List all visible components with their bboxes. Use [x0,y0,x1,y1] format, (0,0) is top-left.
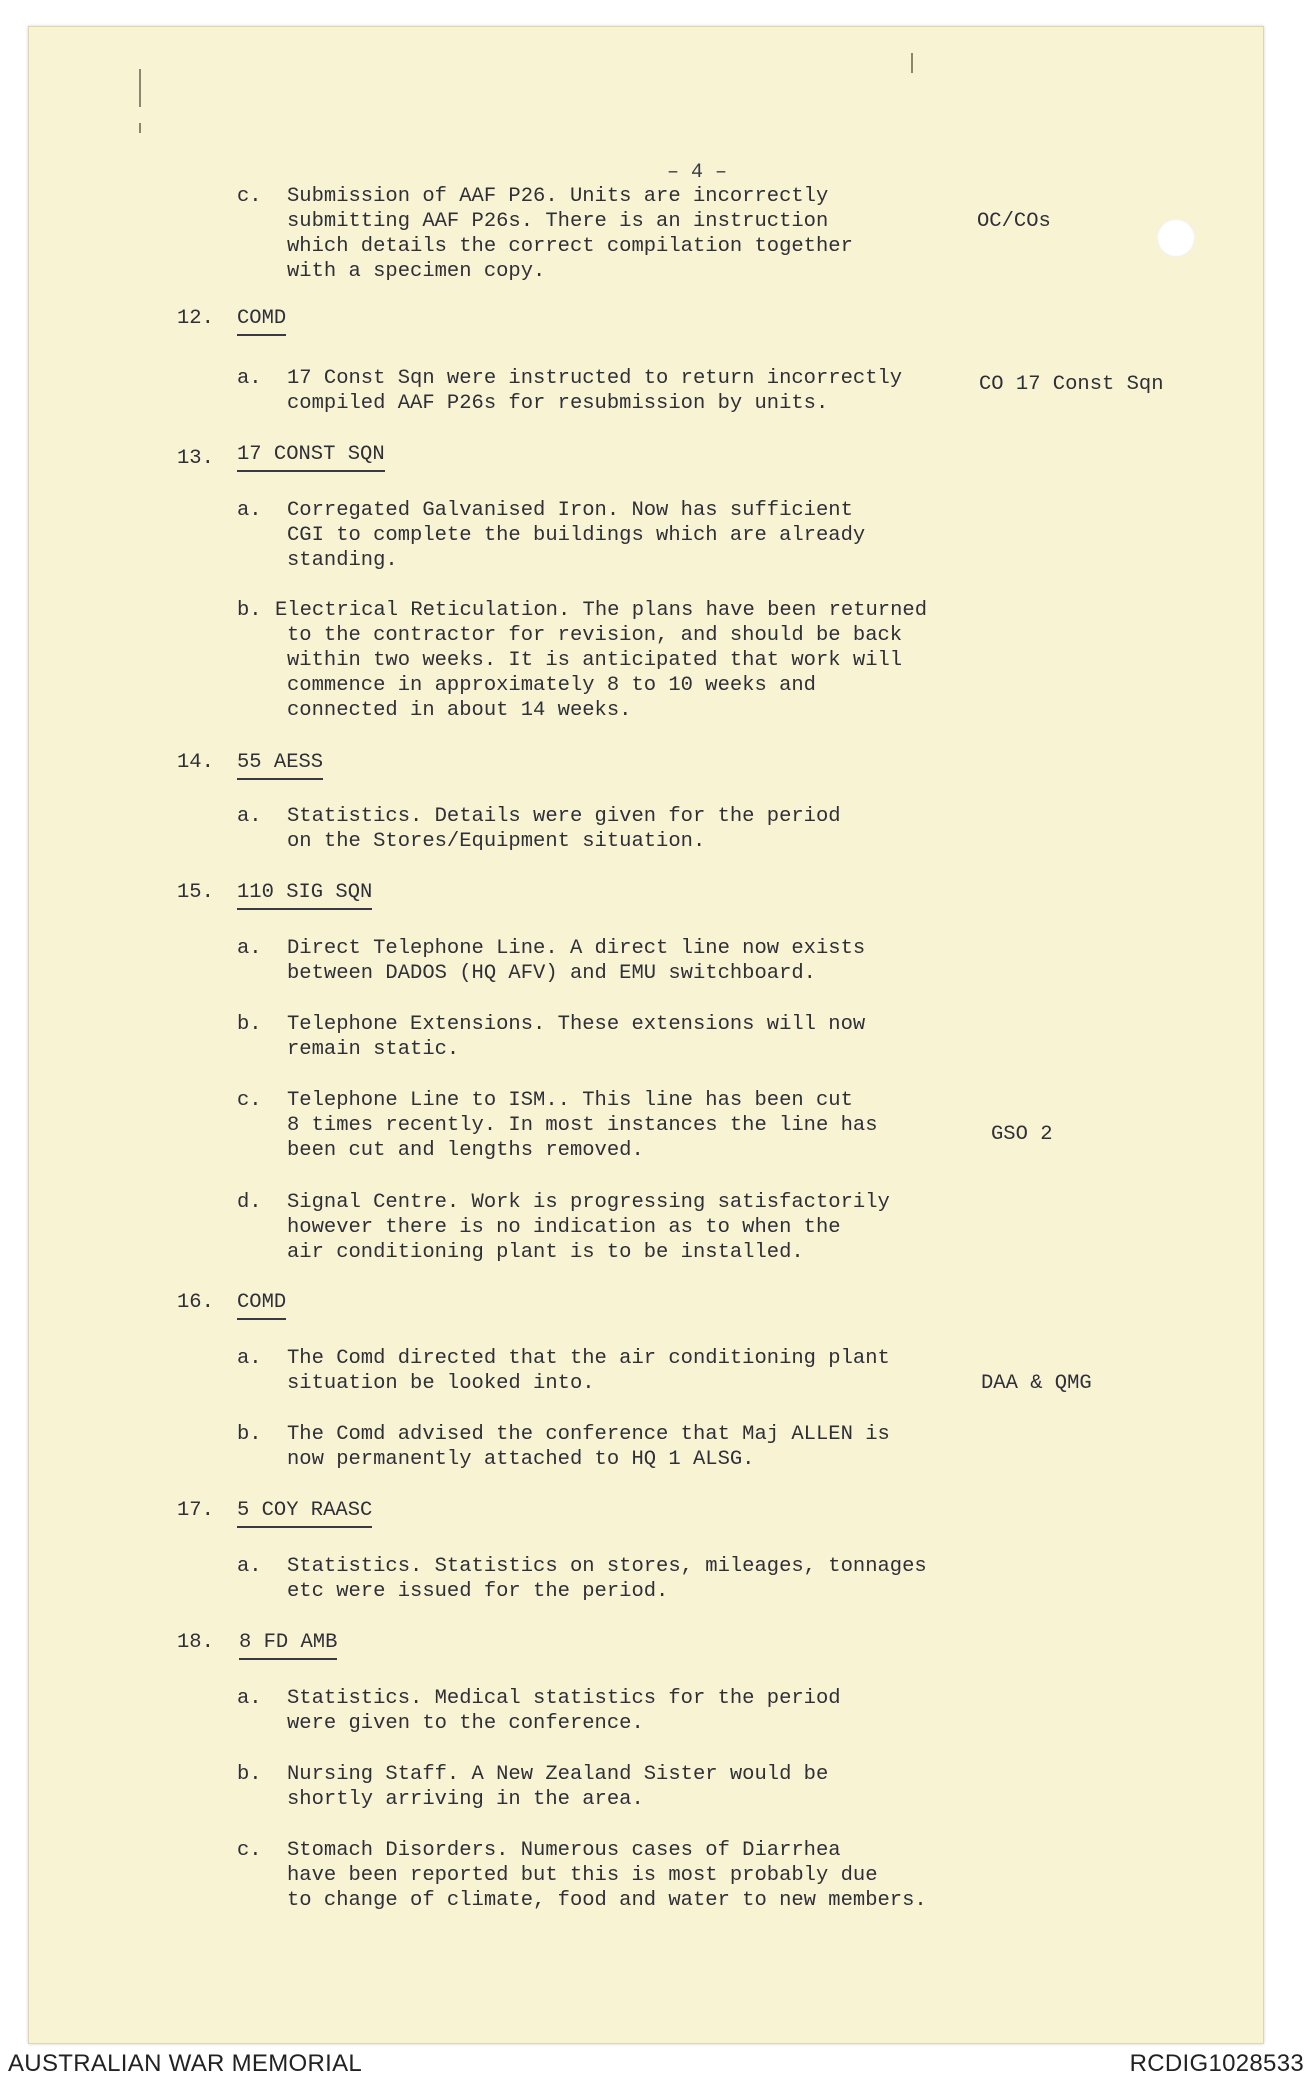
margin-mark [911,53,913,73]
item-letter: c. [237,185,262,208]
item-letter: a. [237,1347,262,1370]
section-number: 16. [177,1291,214,1314]
body-line: with a specimen copy. [287,260,546,283]
body-line: Nursing Staff. A New Zealand Sister would be [287,1763,829,1786]
section-number: 13. [177,447,214,470]
section-title: 5 COY RAASC [237,1499,372,1528]
body-line: etc were issued for the period. [287,1580,669,1603]
item-letter: a. [237,805,262,828]
body-line: to the contractor for revision, and should be back [287,624,903,647]
body-line: The Comd directed that the air conditioning plant [287,1347,890,1370]
body-line: The Comd advised the conference that Maj ALLEN is [287,1423,890,1446]
item-letter: d. [237,1191,262,1214]
footer-source: AUSTRALIAN WAR MEMORIAL [8,2050,363,2077]
body-line: Statistics. Medical statistics for the period [287,1687,841,1710]
body-line: now permanently attached to HQ 1 ALSG. [287,1448,755,1471]
section-number: 17. [177,1499,214,1522]
body-line: Submission of AAF P26. Units are incorrectly [287,185,829,208]
body-line: Electrical Reticulation. The plans have been returned [275,599,928,622]
item-letter: b. [237,1763,262,1786]
body-line: Signal Centre. Work is progressing satisfactorily [287,1191,890,1214]
page-number: – 4 – [667,161,728,184]
body-line: been cut and lengths removed. [287,1139,644,1162]
item-letter: b. [237,599,262,622]
item-letter: c. [237,1089,262,1112]
body-line: compiled AAF P26s for resubmission by units. [287,392,829,415]
item-letter: a. [237,937,262,960]
punch-hole [1157,219,1195,257]
body-line: shortly arriving in the area. [287,1788,644,1811]
item-letter: b. [237,1423,262,1446]
action-by: DAA & QMG [981,1372,1092,1395]
body-line: Statistics. Details were given for the period [287,805,841,828]
body-line: Telephone Extensions. These extensions will now [287,1013,866,1036]
action-by: GSO 2 [991,1123,1053,1146]
body-line: within two weeks. It is anticipated that work will [287,649,903,672]
action-by: CO 17 Const Sqn [979,373,1164,396]
section-title: 17 CONST SQN [237,443,385,472]
document-page [28,26,1264,2044]
item-letter: b. [237,1013,262,1036]
section-number: 14. [177,751,214,774]
body-line: air conditioning plant is to be installed. [287,1241,804,1264]
body-line: connected in about 14 weeks. [287,699,632,722]
section-number: 12. [177,307,214,330]
body-line: on the Stores/Equipment situation. [287,830,706,853]
item-letter: a. [237,1555,262,1578]
section-number: 18. [177,1631,214,1654]
footer-record-id: RCDIG1028533 [1129,2050,1304,2077]
section-title: 8 FD AMB [239,1631,337,1660]
body-line: Telephone Line to ISM.. This line has been cut [287,1089,853,1112]
body-line: which details the correct compilation together [287,235,853,258]
item-letter: a. [237,367,262,390]
section-title: COMD [237,307,286,336]
body-line: 8 times recently. In most instances the line has [287,1114,878,1137]
body-line: however there is no indication as to when the [287,1216,841,1239]
item-letter: a. [237,1687,262,1710]
item-letter: c. [237,1839,262,1862]
body-line: between DADOS (HQ AFV) and EMU switchboard. [287,962,816,985]
body-line: have been reported but this is most probably due [287,1864,878,1887]
action-by: OC/COs [977,210,1051,233]
body-line: situation be looked into. [287,1372,595,1395]
body-line: Direct Telephone Line. A direct line now exists [287,937,866,960]
body-line: remain static. [287,1038,460,1061]
body-line: 17 Const Sqn were instructed to return incorrectly [287,367,903,390]
section-title: COMD [237,1291,286,1320]
margin-mark [139,123,141,133]
section-number: 15. [177,881,214,904]
body-line: to change of climate, food and water to new members. [287,1889,927,1912]
body-line: Corregated Galvanised Iron. Now has sufficient [287,499,853,522]
body-line: standing. [287,549,398,572]
body-line: commence in approximately 8 to 10 weeks and [287,674,816,697]
section-title: 55 AESS [237,751,323,780]
body-line: CGI to complete the buildings which are already [287,524,866,547]
body-line: submitting AAF P26s. There is an instruction [287,210,829,233]
item-letter: a. [237,499,262,522]
body-line: Statistics. Statistics on stores, mileages, tonnages [287,1555,927,1578]
margin-mark [139,69,141,107]
body-line: Stomach Disorders. Numerous cases of Diarrhea [287,1839,841,1862]
section-title: 110 SIG SQN [237,881,372,910]
body-line: were given to the conference. [287,1712,644,1735]
